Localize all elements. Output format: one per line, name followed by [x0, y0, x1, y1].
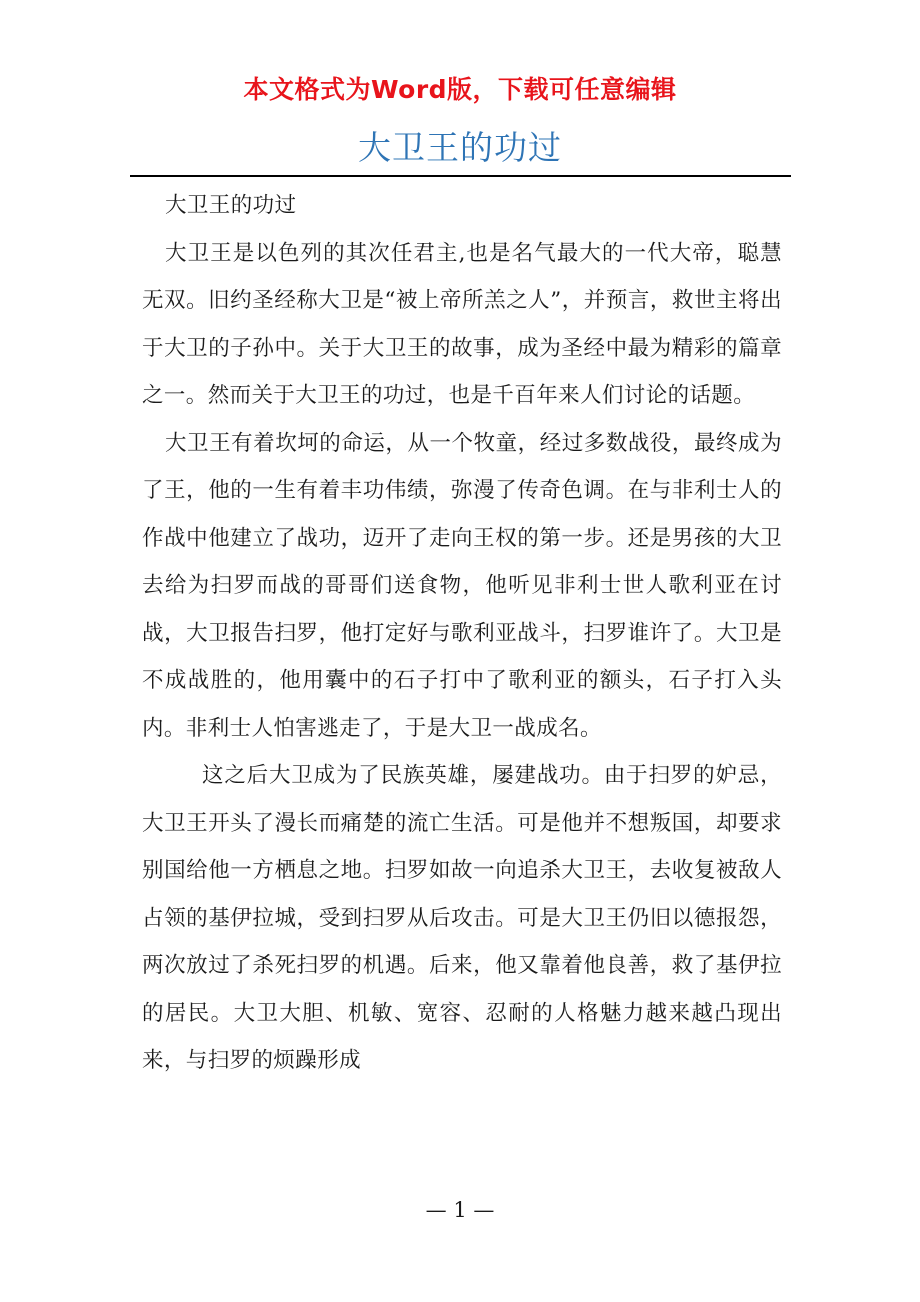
document-title: 大卫王的功过 [358, 128, 562, 167]
format-banner: 本文格式为Word版，下载可任意编辑 [243, 75, 677, 104]
paragraph: 大卫王有着坎坷的命运，从一个牧童，经过多数战役，最终成为了王，他的一生有着丰功伟绩，弥漫了传奇色调。在与非利士人的作战中他建立了战功，迈开了走向王权的第一步。还是男孩的大卫去给为扫罗而战的哥哥们送食物，他听见非利士世人歌利亚在讨战，大卫报告扫罗，他打定好与歌利亚战斗，扫罗谁许了。大卫是不成战胜的，他用囊中的石子打中了歌利亚的额头，石子打入头内。非利士人怕害逃走了，于是大卫一战成名。 [142, 430, 782, 741]
page-number: — 1 — [425, 1198, 495, 1222]
paragraph: 这之后大卫成为了民族英雄，屡建战功。由于扫罗的妒忌，大卫王开头了漫长而痛楚的流亡生活。可是他并不想叛国，却要求别国给他一方栖息之地。扫罗如故一向追杀大卫王，去收复被敌人占领的基伊拉城，受到扫罗从后攻击。可是大卫王仍旧以德报怨，两次放过了杀死扫罗的机遇。后来，他又靠着他良善，救了基伊拉的居民。大卫大胆、机敏、宽容、忍耐的人格魅力越来越凸现出来，与扫罗的烦躁形成 [142, 763, 782, 1073]
paragraph-subtitle: 大卫王的功过 [165, 193, 297, 218]
title-divider [130, 175, 791, 177]
paragraph: 大卫王是以色列的其次任君主,也是名气最大的一代大帝，聪慧无双。旧约圣经称大卫是“被上帝所羔之人”，并预言，救世主将出于大卫的子孙中。关于大卫王的故事，成为圣经中最为精彩的篇章之一。然而关于大卫王的功过，也是千百年来人们讨论的话题。 [142, 240, 782, 408]
document-body [142, 182, 782, 1085]
